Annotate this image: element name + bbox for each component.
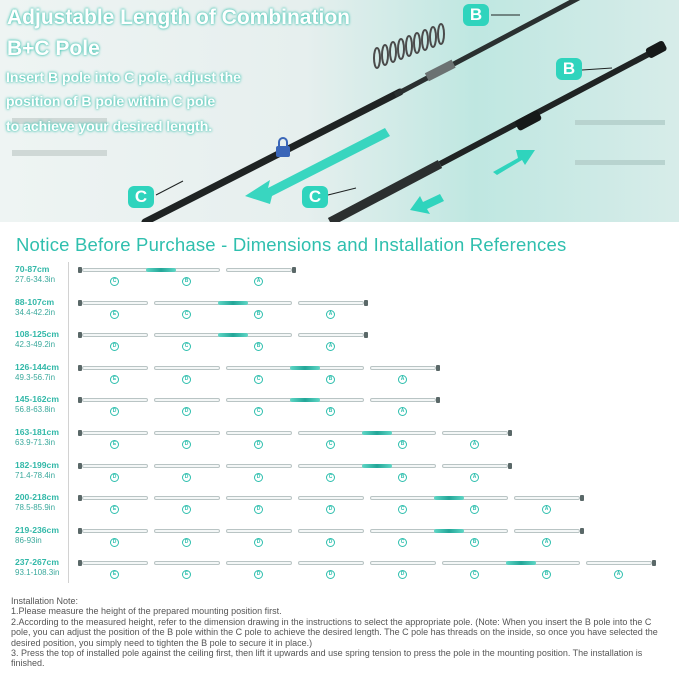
- size-cm: 70-87cm: [15, 264, 50, 274]
- end-cap: [580, 528, 584, 534]
- size-cm: 126-144cm: [15, 361, 59, 372]
- installation-note: [11, 596, 671, 669]
- hero-description-line3: to achieve your desired length.: [6, 118, 213, 134]
- pole-letter: E: [182, 570, 191, 579]
- end-cap: [364, 300, 368, 306]
- pole-letter: D: [182, 407, 191, 416]
- end-cap: [78, 300, 82, 306]
- pole-letter: B: [398, 473, 407, 482]
- pole-segment: [370, 496, 436, 500]
- pole-letter: A: [614, 570, 623, 579]
- pole-segment: [226, 464, 292, 468]
- pole-segment: [226, 366, 292, 370]
- pole-letter: D: [182, 473, 191, 482]
- pole-letter: C: [398, 505, 407, 514]
- lock-icon: [276, 138, 290, 157]
- pole-letter: B: [470, 538, 479, 547]
- hero-description-line2: position of B pole within C pole: [6, 93, 216, 109]
- badge-b-right: B: [556, 58, 582, 80]
- size-cm: 163-181cm: [15, 427, 59, 437]
- pole-letter: D: [326, 570, 335, 579]
- pole-letter: B: [470, 505, 479, 514]
- pole-segment: [298, 431, 364, 435]
- pole-segment: [154, 464, 220, 468]
- pole-c-right: [330, 164, 440, 222]
- pole-segment: [226, 529, 292, 533]
- installation-step-2: 2.According to the measured height, refer to the dimension drawing in the instructions to select the appropriate pole. (Note: When you insert the B pole into the C pole, you can adjust the position of the B pole within the C pole to achieve the desired length. The C pole has threads on the inside, so once you have selected the desired position, you simply need to tighten the B pole to secure it in place.): [11, 616, 658, 648]
- end-cap: [78, 430, 82, 436]
- end-cap: [508, 463, 512, 469]
- pole-segment: [154, 431, 220, 435]
- pole-segment: [514, 529, 580, 533]
- pole-segment: [154, 333, 220, 337]
- notice-title: Notice Before Purchase - Dimensions and Installation References: [16, 234, 567, 255]
- pole-segment: [82, 561, 148, 565]
- pole-segment: [154, 529, 220, 533]
- pole-letter: D: [326, 505, 335, 514]
- adjust-section: [434, 529, 464, 533]
- size-inch: 93.1-108.3in: [15, 568, 60, 578]
- pole-b-left: [395, 0, 590, 95]
- pole-letter: C: [254, 407, 263, 416]
- pole-letter: E: [110, 505, 119, 514]
- pole-letter: E: [110, 570, 119, 579]
- pole-letter: D: [110, 473, 119, 482]
- pole-segment: [298, 496, 364, 500]
- size-row-label: [15, 427, 59, 447]
- adjust-section: [362, 431, 392, 435]
- pole-segment: [370, 366, 436, 370]
- pole-letter: E: [110, 440, 119, 449]
- pole-letter: A: [254, 277, 263, 286]
- end-cap: [436, 397, 440, 403]
- pole-segment: [82, 496, 148, 500]
- end-cap: [78, 463, 82, 469]
- size-inch: 49.3-56.7in: [15, 372, 56, 382]
- pole-segment: [154, 496, 220, 500]
- pole-segment: [226, 268, 292, 272]
- pole-letter: D: [182, 440, 191, 449]
- pole-segment: [226, 561, 292, 565]
- pole-letter: D: [254, 505, 263, 514]
- pole-segment: [586, 561, 652, 565]
- pole-segment: [370, 529, 436, 533]
- badge-c-mid: C: [302, 186, 328, 208]
- pole-segment: [82, 398, 148, 402]
- pole-letter: E: [110, 310, 119, 319]
- pole-letter: D: [254, 440, 263, 449]
- pole-letter: C: [326, 473, 335, 482]
- pole-letter: D: [182, 505, 191, 514]
- adjust-section: [146, 268, 176, 272]
- pole-segment: [154, 398, 220, 402]
- size-inch: 34.4-42.2in: [15, 307, 56, 317]
- pole-b-right: [440, 48, 660, 164]
- size-cm: 200-218cm: [15, 492, 59, 503]
- end-cap: [78, 560, 82, 566]
- pole-letter: C: [470, 570, 479, 579]
- size-inch: 86-93in: [15, 535, 42, 545]
- pole-letter: A: [398, 407, 407, 416]
- pole-segment: [514, 496, 580, 500]
- pole-letter: A: [542, 538, 551, 547]
- size-cm: 88-107cm: [15, 296, 55, 307]
- pole-letter: D: [182, 375, 191, 384]
- hero-title: Adjustable Length of Combination: [7, 6, 350, 29]
- pole-letter: D: [398, 570, 407, 579]
- size-row-label: [15, 492, 59, 512]
- pole-letter: C: [398, 538, 407, 547]
- size-cm: 219-236cm: [15, 524, 59, 535]
- pole-letter: A: [470, 473, 479, 482]
- size-inch: 27.6-34.3in: [15, 275, 56, 284]
- pole-letter: D: [254, 538, 263, 547]
- size-row-label: [15, 329, 59, 349]
- size-cm: 237-267cm: [15, 557, 59, 568]
- pole-letter: B: [542, 570, 551, 579]
- divider: [68, 262, 69, 583]
- pole-letter: C: [254, 375, 263, 384]
- pole-letter: B: [326, 407, 335, 416]
- pole-segment: [298, 464, 364, 468]
- pole-segment: [82, 301, 148, 305]
- spring-icon: [374, 24, 444, 68]
- size-inch: 42.3-49.2in: [15, 340, 56, 350]
- size-inch: 71.4-78.4in: [15, 470, 56, 480]
- thread-section: [425, 60, 456, 82]
- pole-letter: D: [182, 538, 191, 547]
- pole-segment: [82, 333, 148, 337]
- pole-letter: C: [110, 277, 119, 286]
- adjust-section: [290, 366, 320, 370]
- pole-segment: [226, 398, 292, 402]
- pole-segment: [442, 561, 508, 565]
- pole-segment: [154, 366, 220, 370]
- pole-segment: [82, 268, 148, 272]
- pole-letter: C: [182, 342, 191, 351]
- adjust-section: [434, 496, 464, 500]
- pole-segment: [442, 431, 508, 435]
- installation-step-1: 1.Please measure the height of the prepared mounting position first.: [11, 606, 282, 617]
- pole-segment: [226, 431, 292, 435]
- end-cap: [364, 332, 368, 338]
- size-row-label: [15, 525, 59, 545]
- hero-banner: [0, 0, 679, 222]
- size-cm: 145-162cm: [15, 394, 59, 405]
- adjust-section: [506, 561, 536, 565]
- size-row-label: [15, 362, 59, 382]
- pole-letter: A: [326, 342, 335, 351]
- adjust-section: [290, 398, 320, 402]
- pole-letter: B: [326, 375, 335, 384]
- pole-segment: [154, 561, 220, 565]
- end-cap: [78, 495, 82, 501]
- adjust-section: [218, 301, 248, 305]
- end-cap: [292, 267, 296, 273]
- end-cap: [78, 365, 82, 371]
- pole-letter: D: [110, 407, 119, 416]
- pole-letter: A: [398, 375, 407, 384]
- pole-letter: D: [110, 538, 119, 547]
- adjust-section: [362, 464, 392, 468]
- pole-segment: [370, 561, 436, 565]
- pole-segment: [226, 496, 292, 500]
- hero-description-line1: Insert B pole into C pole, adjust the: [6, 69, 241, 85]
- end-cap: [652, 560, 656, 566]
- pole-segment: [298, 529, 364, 533]
- end-cap: [580, 495, 584, 501]
- pole-segment: [82, 529, 148, 533]
- pole-letter: C: [182, 310, 191, 319]
- end-cap: [78, 528, 82, 534]
- pole-segment: [298, 561, 364, 565]
- pole-segment: [298, 301, 364, 305]
- pole-letter: D: [110, 342, 119, 351]
- size-row-label: [15, 460, 59, 480]
- pole-segment: [442, 464, 508, 468]
- pole-segment: [370, 398, 436, 402]
- pole-letter: B: [254, 342, 263, 351]
- arrow-right-icon: [493, 150, 535, 175]
- size-inch: 63.9-71.3in: [15, 438, 56, 447]
- joint-collar: [514, 109, 542, 131]
- badge-b-top: B: [463, 4, 489, 26]
- pole-segment: [82, 464, 148, 468]
- installation-heading: Installation Note:: [11, 596, 79, 606]
- pole-segment: [82, 366, 148, 370]
- pole-letter: A: [326, 310, 335, 319]
- size-row-label: [15, 264, 55, 284]
- pole-illustration: [0, 0, 679, 222]
- end-cap: [78, 332, 82, 338]
- arrow-left-small-icon: [410, 194, 444, 214]
- hero-title-line2: B+C Pole: [7, 37, 100, 60]
- pole-letter: C: [326, 440, 335, 449]
- pole-letter: D: [254, 570, 263, 579]
- size-cm: 108-125cm: [15, 329, 59, 340]
- pole-letter: B: [182, 277, 191, 286]
- end-cap: [436, 365, 440, 371]
- pole-letter: A: [470, 440, 479, 449]
- size-row-label: [15, 394, 59, 414]
- end-cap: [78, 267, 82, 273]
- size-row-label: [15, 297, 55, 317]
- size-inch: 56.8-63.8in: [15, 405, 56, 415]
- size-row-label: [15, 557, 59, 577]
- pole-letter: D: [254, 473, 263, 482]
- end-cap: [508, 430, 512, 436]
- installation-step-3: 3. Press the top of installed pole against the ceiling first, then lift it upwards and use spring tension to press the pole in the mounting position. The installation is finished.: [11, 648, 643, 669]
- badge-c-left: C: [128, 186, 154, 208]
- size-cm: 182-199cm: [15, 459, 59, 470]
- pole-segment: [154, 301, 220, 305]
- pole-letter: D: [326, 538, 335, 547]
- size-inch: 78.5-85.9in: [15, 503, 56, 513]
- pole-letter: E: [110, 375, 119, 384]
- notice-section: [0, 222, 679, 679]
- pole-segment: [82, 431, 148, 435]
- pole-segment: [298, 333, 364, 337]
- end-cap: [78, 397, 82, 403]
- pole-letter: B: [254, 310, 263, 319]
- adjust-section: [218, 333, 248, 337]
- pole-letter: B: [398, 440, 407, 449]
- pole-letter: A: [542, 505, 551, 514]
